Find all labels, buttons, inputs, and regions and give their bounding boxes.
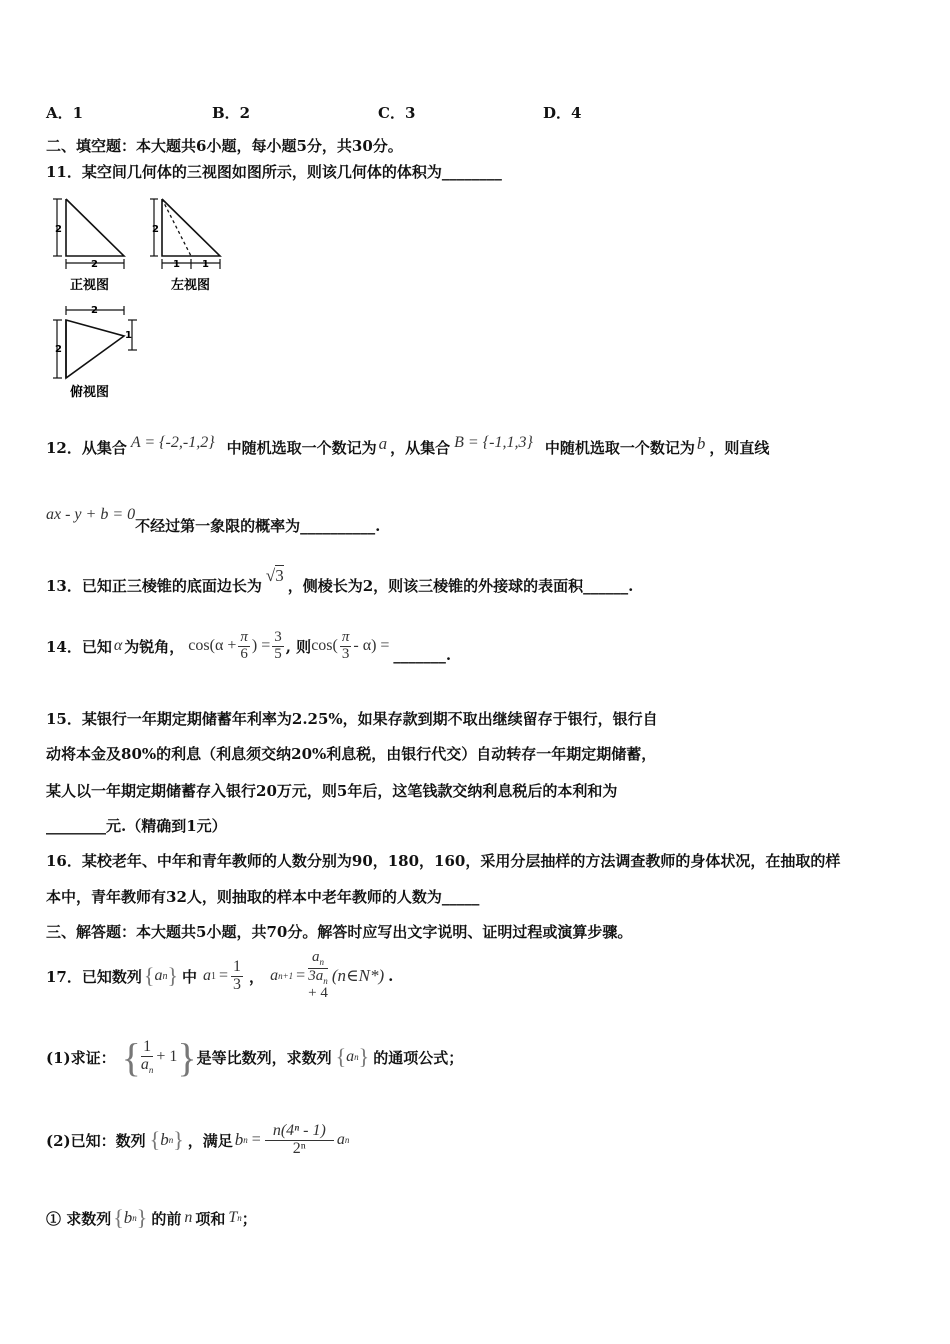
top-height-label: 2 [55, 344, 62, 355]
q13-suffix: ，侧棱长为2，则该三棱锥的外接球的表面积______. [287, 577, 634, 595]
q12-mid2: ，从集合 [390, 438, 451, 457]
q17-p1-fraction [141, 1039, 154, 1075]
q17-part2-item1 [46, 1198, 257, 1238]
q17-p1-seq-sub: n [354, 1052, 359, 1062]
choice-a[interactable]: A．1 [46, 104, 84, 122]
q14-prefix: 14．已知 [46, 637, 112, 656]
q17-p2-b-sub: n [168, 1135, 174, 1145]
q13-prefix: 13．已知正三棱锥的底面边长为 [46, 577, 262, 595]
q14-blank: _______. [393, 646, 452, 664]
side-view-diagram [150, 199, 220, 269]
q17-mid: 中 [182, 967, 198, 986]
q17-p1-text: 是等比数列，求数列 [196, 1048, 332, 1067]
q17-item1-T-sub: n [237, 1213, 242, 1223]
q14-three2: 3 [341, 645, 350, 662]
q17-p2-brace-close: } [173, 1127, 184, 1152]
q16-line2: 本中，青年教师有32人，则抽取的样本中老年教师的人数为_____ [46, 888, 480, 906]
top-view-caption: 俯视图 [70, 385, 110, 400]
front-view-diagram [53, 199, 124, 269]
section2-heading: 二、填空题：本大题共6小题，每小题5分，共30分。 [46, 137, 403, 155]
q17-p2-a-sub: n [344, 1135, 350, 1145]
q13-line [46, 562, 633, 596]
q17-one-third [231, 959, 243, 994]
q17-p1-den-sub: n [148, 1064, 154, 1075]
q17-p1-seq-a: a [346, 1048, 355, 1065]
side-view-caption: 左视图 [171, 278, 211, 293]
q12-var-b: b [696, 434, 706, 453]
side-height-label: 2 [152, 224, 159, 235]
choice-d[interactable]: D．4 [543, 104, 582, 122]
top-width-label: 2 [91, 305, 98, 316]
q12-mid1: 中随机选取一个数记为 [226, 438, 377, 457]
q17-p1-den [141, 1057, 154, 1076]
q17-rec-num [308, 950, 328, 968]
q17-item1-brace-open: { [113, 1205, 124, 1230]
q13-sqrt-value: 3 [275, 566, 284, 585]
q17-item1-T: T [228, 1209, 238, 1226]
top-right-label: 1 [125, 330, 132, 341]
q15-line1: 15．某银行一年期定期储蓄年利率为2.25%，如果存款到期不取出继续留存于银行，银行自 [46, 710, 658, 728]
q12-mid3: 中随机选取一个数记为 [544, 438, 695, 457]
q15-line3: 某人以一年期定期储蓄存入银行20万元，则5年后，这笔钱款交纳利息税后的本利和为 [46, 782, 618, 800]
q17-seq-a: a [154, 967, 163, 984]
q17-a1-sub: 1 [211, 970, 217, 982]
q11-text: 11．某空间几何体的三视图如图所示，则该几何体的体积为________ [46, 163, 502, 181]
q17-one: 1 [233, 957, 242, 975]
q12-suffix: ，则直线 [709, 438, 770, 457]
q12-prefix: 12．从集合 [46, 438, 127, 457]
q17-p2-den: 2ⁿ [292, 1139, 306, 1157]
q12-line-equation: ax - y + b = 0 [46, 506, 136, 523]
q17-line [46, 950, 393, 1002]
q14-pi-over-3 [340, 630, 352, 663]
q14-pi2: π [341, 628, 350, 645]
q17-item1-mid: 的前 [151, 1209, 182, 1228]
q17-item1-b: b [123, 1208, 133, 1227]
side-right-label: 1 [202, 259, 209, 270]
q17-item1-n: n [184, 1209, 193, 1226]
front-height-label: 2 [55, 224, 62, 235]
q14-five: 5 [274, 645, 282, 662]
q17-item1-end: ； [241, 1209, 257, 1228]
q17-brace-open: { [143, 963, 155, 988]
q12-var-a: a [378, 434, 388, 453]
q14-three: 3 [274, 628, 282, 645]
q12-set-a: A = {-2,-1,2} [130, 434, 215, 451]
q16-line1: 16．某校老年、中年和青年教师的人数分别为90，180，160，采用分层抽样的方法调查教师的身体状况，在抽取的样 [46, 852, 841, 870]
q12-set-b: B = {-1,1,3} [454, 434, 533, 451]
q14-expr2-left: cos( [311, 637, 338, 654]
choice-b[interactable]: B．2 [212, 104, 251, 122]
front-width-label: 2 [91, 259, 98, 270]
q17-a1: a [203, 967, 212, 984]
q17-p2-num: n(4ⁿ - 1) [265, 1123, 334, 1141]
q17-brace-close: } [167, 963, 178, 988]
q17-rec-den [308, 969, 328, 1002]
side-left-label: 1 [173, 259, 180, 270]
q17-p1-one: 1 [141, 1039, 154, 1057]
q17-item1-brace-close: } [136, 1205, 148, 1230]
q17-rec-den-sub: n [323, 975, 328, 986]
q17-rec-den-3a: 3a [308, 967, 324, 984]
q17-p2-bn-sub: n [243, 1135, 248, 1145]
q12-line2-text: 不经过第一象限的概率为__________. [135, 517, 381, 535]
q17-p1-seq-brace-close: } [358, 1044, 370, 1069]
q17-part2 [46, 1112, 349, 1168]
q14-six: 6 [240, 645, 248, 662]
q17-p2-mid: ，满足 [187, 1131, 233, 1150]
q17-p2-eq: = [251, 1131, 261, 1148]
q17-p1-end: 的通项公式； [373, 1048, 464, 1067]
q14-alpha: α [113, 637, 123, 654]
q13-sqrt: √3 [265, 566, 284, 585]
q17-three: 3 [233, 975, 242, 993]
q17-p1-brace-close: } [177, 1034, 197, 1080]
q17-p1-seq-brace-open: { [335, 1044, 347, 1069]
q17-p2-label: (2)已知：数列 [46, 1131, 146, 1150]
q17-p2-fraction [265, 1123, 334, 1158]
q17-rec-num-a: a [312, 949, 320, 966]
q14-line [46, 622, 451, 670]
q17-rec-num-sub: n [319, 957, 325, 968]
q17-p2-a: a [336, 1131, 345, 1148]
q14-expr2-right: - α) = [353, 637, 390, 654]
front-view-caption: 正视图 [70, 278, 110, 293]
q17-recurrence-fraction [308, 950, 328, 1002]
q17-an1: a [270, 967, 279, 984]
q17-eq2: = [296, 967, 306, 984]
q17-seq-sub: n [162, 970, 168, 982]
q17-p2-bn: b [234, 1130, 244, 1149]
three-view-figure [44, 190, 244, 405]
q14-mid: 为锐角， [124, 637, 185, 656]
q14-expr1-left: cos(α + [188, 637, 237, 654]
q17-part1 [46, 1030, 463, 1084]
q12-line1 [46, 430, 769, 464]
q17-p2-b: b [160, 1130, 169, 1149]
q14-three-fifths [272, 630, 284, 663]
choice-c[interactable]: C．3 [378, 104, 416, 122]
section3-heading: 三、解答题：本大题共5小题，共70分。解答时应写出文字说明、证明过程或演算步骤。 [46, 923, 633, 941]
q17-comma: ， [249, 967, 265, 986]
q14-then: , 则 [285, 637, 312, 656]
q15-line4: ________元.（精确到1元） [46, 817, 227, 835]
q17-item1-mid2: 项和 [195, 1209, 226, 1228]
top-view-diagram [53, 306, 137, 378]
q17-rec-den-rest: + 4 [308, 985, 328, 1002]
q17-p1-den-a: a [140, 1055, 149, 1073]
q17-item1-prefix: ① 求数列 [46, 1209, 112, 1228]
q17-item1-b-sub: n [132, 1213, 137, 1223]
q17-condition: (n∈N*) [331, 966, 385, 985]
q14-pi: π [240, 628, 248, 645]
q17-a1-eq: = [219, 967, 229, 984]
q14-pi-over-6 [238, 630, 250, 663]
q17-end: . [388, 967, 394, 985]
q17-p2-brace-open: { [149, 1127, 161, 1152]
q12-line2 [46, 500, 380, 536]
q17-p1-plus-one: + 1 [156, 1048, 178, 1065]
q15-line2: 动将本金及80%的利息（利息须交纳20%利息税，由银行代交）自动转存一年期定期储蓄， [46, 745, 657, 763]
q17-an1-sub: n+1 [278, 971, 294, 981]
q14-eq1: ) = [251, 637, 271, 654]
q17-prefix: 17．已知数列 [46, 967, 142, 986]
q17-p1-brace-open: { [121, 1034, 141, 1080]
q17-p1-label: (1)求证： [46, 1048, 116, 1067]
